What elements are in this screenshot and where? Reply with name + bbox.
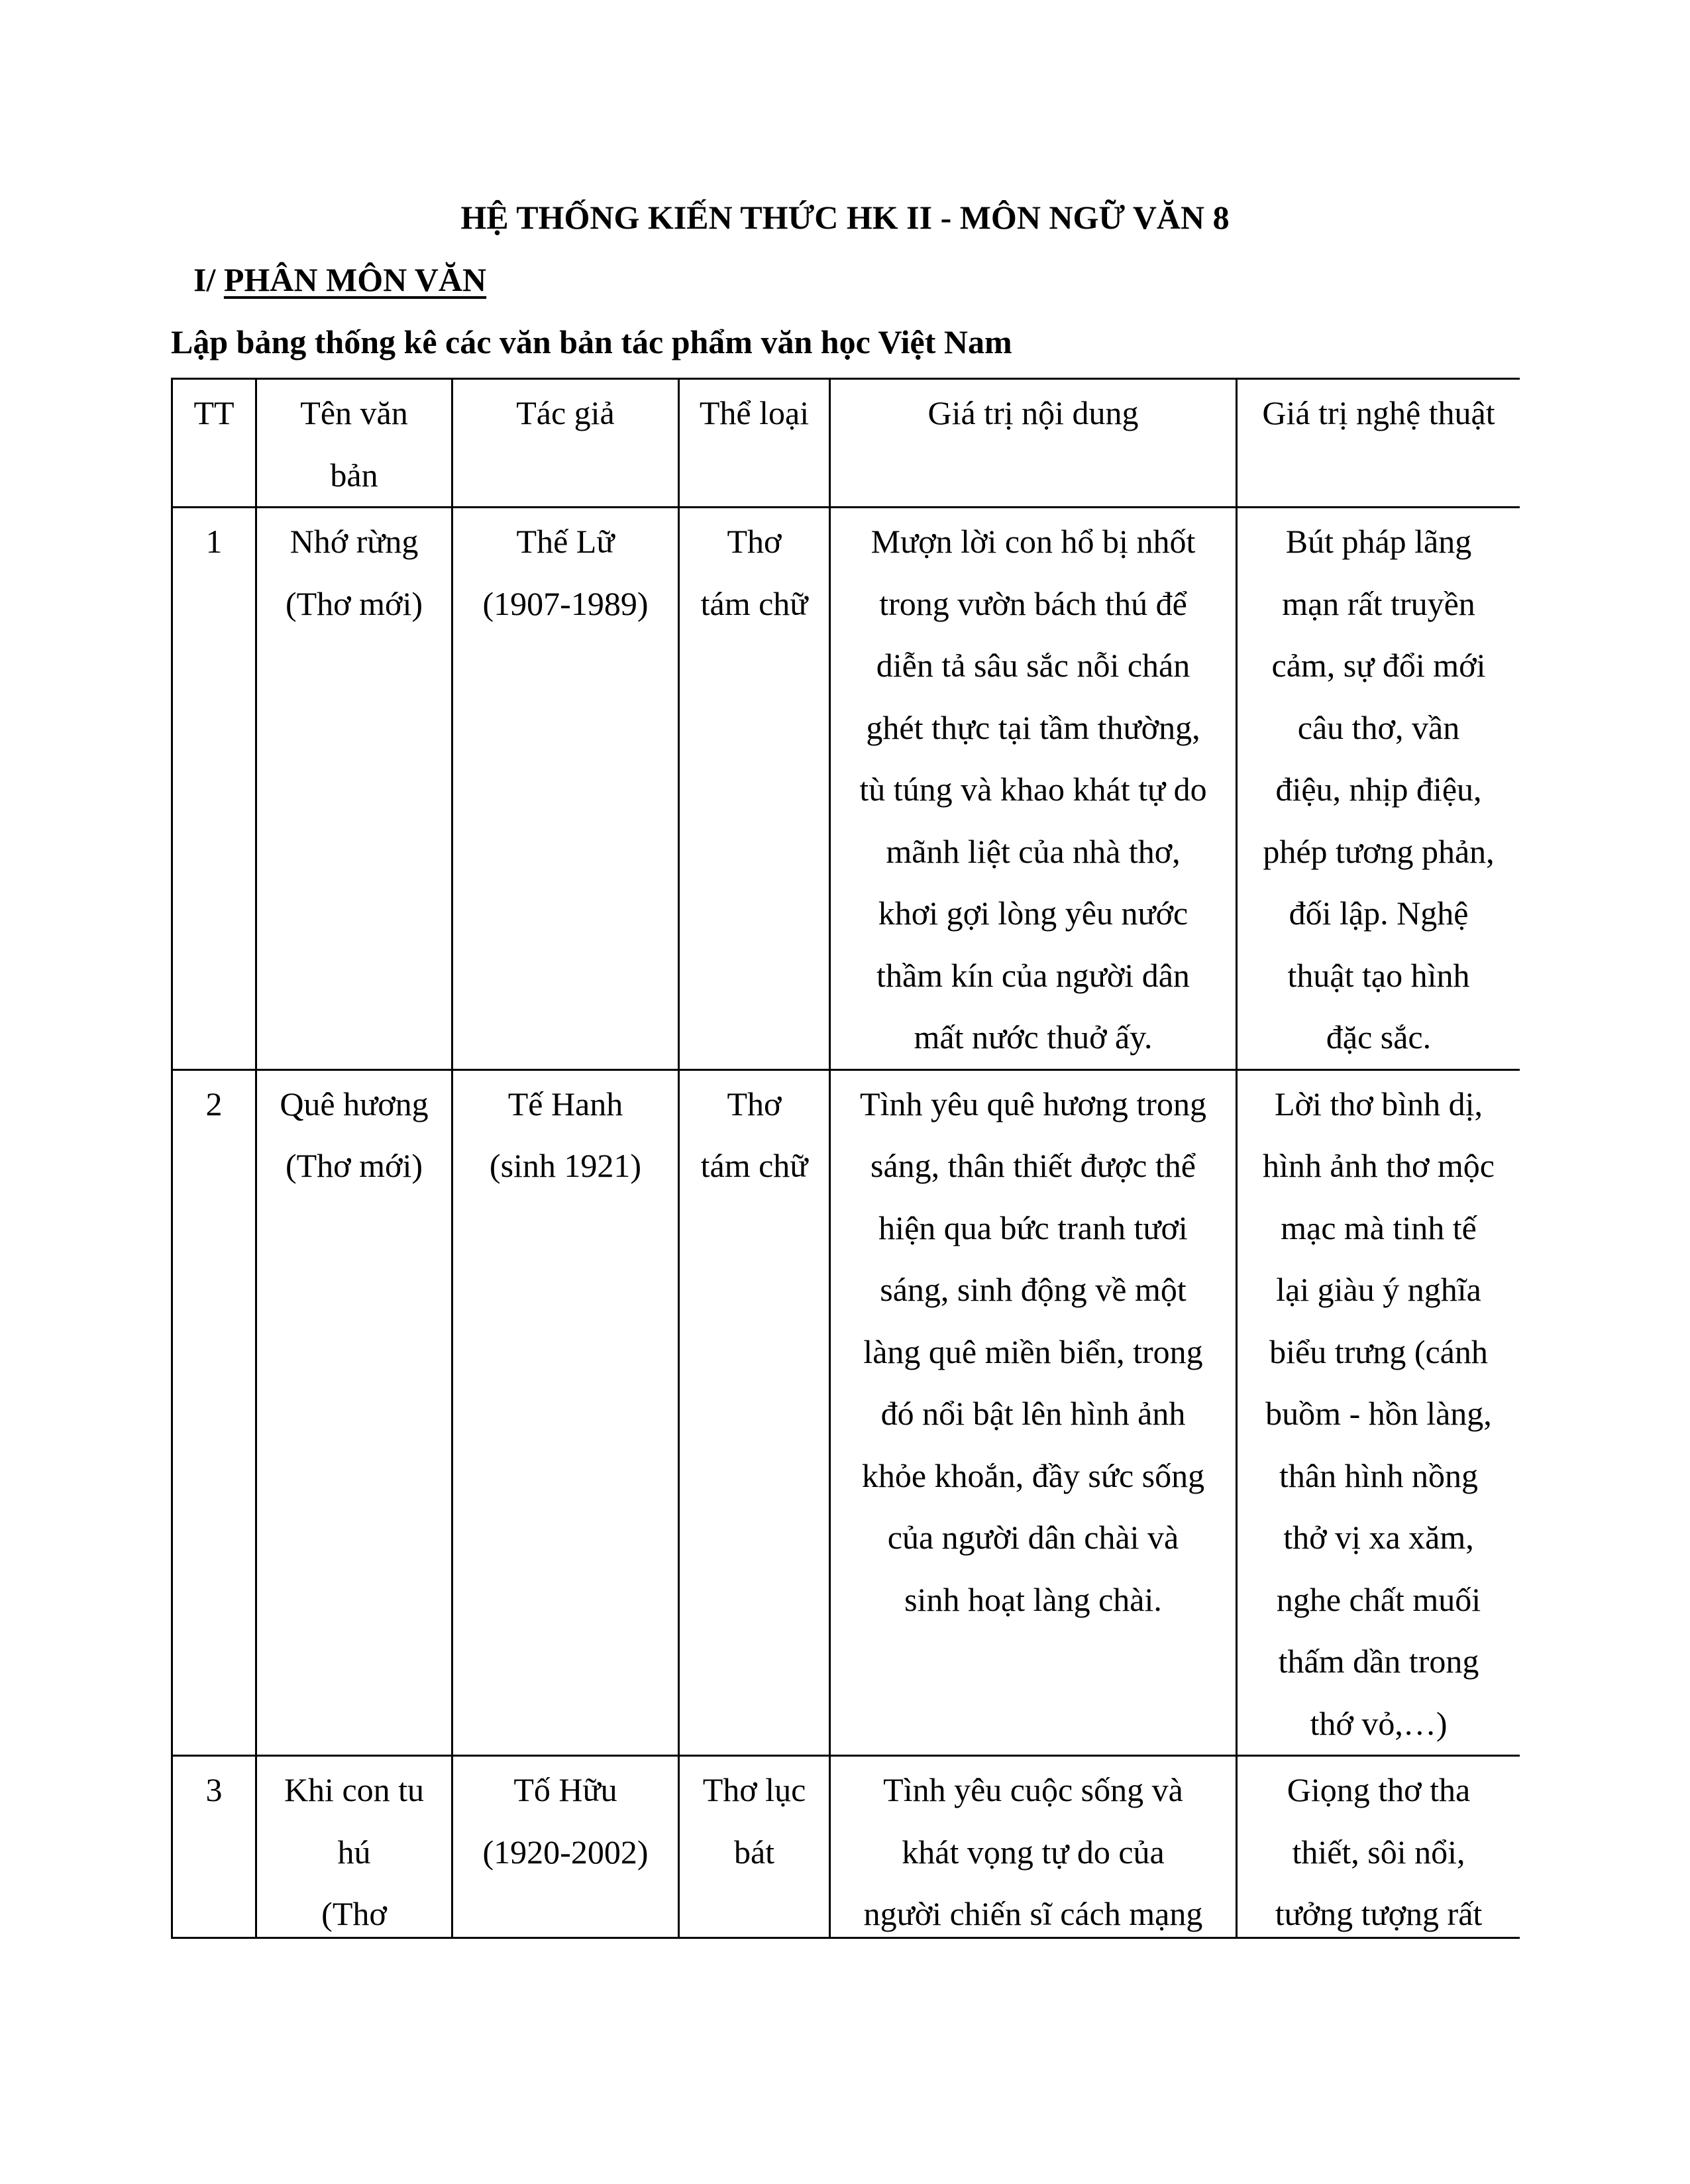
header-author: Tác giả xyxy=(452,379,679,508)
cell-line: hình ảnh thơ mộc xyxy=(1263,1147,1495,1184)
cell-line: Lời thơ bình dị, xyxy=(1275,1085,1483,1122)
table-body xyxy=(172,508,1520,1939)
cell-line: thiết, sôi nổi, xyxy=(1292,1833,1465,1871)
cell-line: Bút pháp lãng xyxy=(1285,523,1472,560)
cell-line: Tố Hữu xyxy=(513,1771,617,1808)
cell-line: (Thơ mới) xyxy=(285,1147,423,1184)
cell-line: (sinh 1921) xyxy=(489,1147,642,1184)
cell-line: (Thơ mới) xyxy=(285,584,423,622)
cell-content xyxy=(830,1069,1237,1756)
cell-line: hú xyxy=(337,1833,371,1871)
cell-line: phép tương phản, xyxy=(1263,832,1495,870)
header-name xyxy=(256,379,452,508)
header-genre: Thể loại xyxy=(679,379,830,508)
section-label: PHÂN MÔN VĂN xyxy=(223,261,487,298)
cell-line: ghét thực tại tầm thường, xyxy=(866,708,1200,746)
cell-line: sinh hoạt làng chài. xyxy=(904,1580,1162,1618)
cell-line: Tình yêu quê hương trong xyxy=(860,1085,1206,1122)
cell-line: hiện qua bức tranh tươi xyxy=(878,1209,1188,1246)
cell-line: tù túng và khao khát tự do xyxy=(859,771,1207,808)
cell-art xyxy=(1237,1756,1520,1939)
cell-content xyxy=(830,508,1237,1070)
cell-genre xyxy=(679,1756,830,1939)
cell-line: bát xyxy=(733,1833,775,1871)
cell-line: trong vườn bách thú để xyxy=(879,584,1187,622)
cell-line: khát vọng tự do của xyxy=(902,1833,1165,1871)
cell-line: thớ vỏ,…) xyxy=(1310,1704,1448,1742)
cell-tt: 3 xyxy=(172,1756,256,1939)
cell-line: nghe chất muối xyxy=(1276,1580,1481,1618)
section-number: I/ xyxy=(193,261,216,298)
cell-line: của người dân chài và xyxy=(887,1519,1179,1556)
cell-genre xyxy=(679,1069,830,1756)
cell-line: thuật tạo hình xyxy=(1287,956,1470,994)
cell-author xyxy=(452,508,679,1070)
cell-tt: 2 xyxy=(172,1069,256,1756)
cell-genre xyxy=(679,508,830,1070)
header-name-line: Tên văn xyxy=(300,394,408,431)
cell-line: người chiến sĩ cách mạng xyxy=(863,1895,1203,1932)
table-row xyxy=(172,1756,1520,1939)
cell-line: tám chữ xyxy=(700,1147,808,1184)
cell-line: mãnh liệt của nhà thơ, xyxy=(886,832,1181,870)
cell-line: thân hình nồng xyxy=(1279,1456,1478,1494)
cell-line: mất nước thuở ấy. xyxy=(914,1018,1153,1056)
works-table xyxy=(171,378,1520,1939)
cell-line: thấm dần trong xyxy=(1278,1643,1479,1680)
cell-line: lại giàu ý nghĩa xyxy=(1276,1271,1481,1308)
cell-line: Thơ lục xyxy=(702,1771,806,1808)
cell-line: sáng, sinh động về một xyxy=(880,1271,1187,1308)
cell-line: câu thơ, vần xyxy=(1297,708,1460,746)
cell-line: sáng, thân thiết được thể xyxy=(871,1147,1196,1184)
cell-line: Khi con tu xyxy=(284,1771,425,1808)
cell-content xyxy=(830,1756,1237,1939)
cell-line: Giọng thơ tha xyxy=(1287,1771,1471,1808)
table-header-row xyxy=(172,379,1520,508)
cell-line: làng quê miền biển, trong xyxy=(863,1333,1203,1370)
works-table-container xyxy=(171,378,1520,1939)
cell-line: (Thơ xyxy=(321,1895,387,1932)
cell-line: diễn tả sâu sắc nỗi chán xyxy=(876,647,1190,684)
cell-line: Quê hương xyxy=(280,1085,429,1122)
cell-line: tám chữ xyxy=(700,584,808,622)
cell-name xyxy=(256,1756,452,1939)
cell-line: Mượn lời con hổ bị nhốt xyxy=(871,523,1196,560)
table-row xyxy=(172,508,1520,1070)
cell-art xyxy=(1237,508,1520,1070)
cell-author xyxy=(452,1756,679,1939)
cell-line: khỏe khoắn, đầy sức sống xyxy=(861,1456,1205,1494)
cell-line: điệu, nhịp điệu, xyxy=(1275,771,1482,808)
cell-name xyxy=(256,1069,452,1756)
header-name-line: bản xyxy=(330,456,378,494)
cell-line: Tình yêu cuộc sống và xyxy=(883,1771,1183,1808)
cell-line: khơi gợi lòng yêu nước xyxy=(878,895,1188,932)
cell-tt: 1 xyxy=(172,508,256,1070)
header-tt: TT xyxy=(172,379,256,508)
cell-name xyxy=(256,508,452,1070)
cell-line: (1920-2002) xyxy=(482,1833,649,1871)
cell-line: Thế Lữ xyxy=(516,523,615,560)
cell-line: thở vị xa xăm, xyxy=(1283,1519,1474,1556)
section-heading xyxy=(193,258,486,301)
cell-line: mạc mà tinh tế xyxy=(1281,1209,1477,1246)
cell-line: Thơ xyxy=(727,523,782,560)
header-art: Giá trị nghệ thuật xyxy=(1237,379,1520,508)
cell-line: cảm, sự đổi mới xyxy=(1271,647,1486,684)
cell-line: đó nổi bật lên hình ảnh xyxy=(880,1395,1186,1432)
cell-line: mạn rất truyền xyxy=(1282,584,1475,622)
cell-line: đặc sắc. xyxy=(1326,1018,1432,1056)
table-caption: Lập bảng thống kê các văn bản tác phẩm văn học Việt Nam xyxy=(171,323,1012,360)
cell-line: Nhớ rừng xyxy=(290,523,419,560)
page-title: HỆ THỐNG KIẾN THỨC HK II - MÔN NGỮ VĂN 8 xyxy=(460,199,1230,236)
cell-line: Thơ xyxy=(727,1085,782,1122)
cell-author xyxy=(452,1069,679,1756)
cell-line: biểu trưng (cánh xyxy=(1269,1333,1488,1370)
cell-art xyxy=(1237,1069,1520,1756)
cell-line: tưởng tượng rất xyxy=(1275,1895,1483,1932)
cell-line: đối lập. Nghệ xyxy=(1289,895,1469,932)
table-row xyxy=(172,1069,1520,1756)
header-content: Giá trị nội dung xyxy=(830,379,1237,508)
cell-line: buồm - hồn làng, xyxy=(1265,1395,1492,1432)
cell-line: Tế Hanh xyxy=(507,1085,623,1122)
cell-line: thầm kín của người dân xyxy=(876,956,1190,994)
cell-line: (1907-1989) xyxy=(482,584,649,622)
